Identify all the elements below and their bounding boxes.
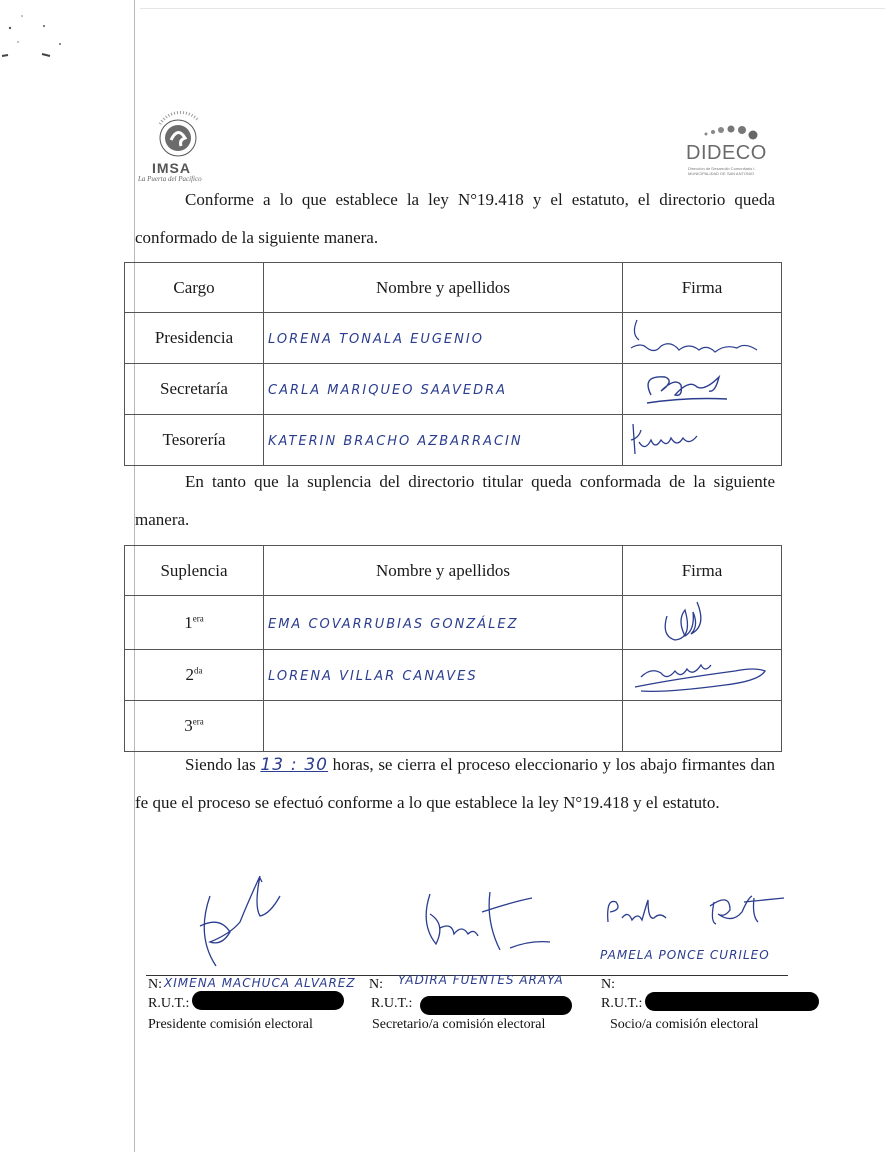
handwritten-signature	[627, 651, 777, 695]
handwritten-signature	[627, 365, 777, 409]
signature-cell	[623, 364, 782, 415]
suplencia-number-cell: $2^{da}$	[125, 650, 264, 701]
signatory-name: XIMENA MACHUCA ALVAREZ	[164, 976, 356, 990]
rut-label: R.U.T.:	[371, 996, 413, 1011]
handwritten-name: EMA COVARRUBIAS GONZÁLEZ	[268, 616, 519, 632]
page-top-edge	[140, 8, 885, 9]
suplencia-number-cell: $1^{era}$	[125, 596, 264, 650]
intro-paragraph	[135, 181, 775, 257]
suplencia-header-row	[125, 546, 782, 596]
redaction-bar	[420, 996, 572, 1015]
name-cell	[264, 650, 623, 701]
name-label: N:	[148, 977, 162, 992]
cargo-cell: Tesorería	[125, 415, 264, 466]
handwritten-name: KATERIN BRACHO AZBARRACIN	[268, 434, 523, 449]
signature-cell	[623, 596, 782, 650]
redaction-bar	[645, 992, 819, 1011]
handwritten-name: LORENA VILLAR CANAVES	[268, 669, 478, 684]
table-row	[125, 313, 782, 364]
header-firma: Firma	[623, 263, 782, 313]
signature-presidente	[180, 876, 290, 972]
imsa-logo-text: IMSA	[152, 160, 191, 176]
header-cargo: Cargo	[125, 263, 264, 313]
suplencia-text: En tanto que la suplencia del directorio titular queda conformada de la siguiente manera.	[135, 472, 775, 529]
suplencia-number-cell: $3^{era}$	[125, 701, 264, 752]
signatory-name: YADIRA FUENTES ARAYA	[398, 973, 564, 987]
name-cell	[264, 313, 623, 364]
handwritten-name: LORENA TONALA EUGENIO	[268, 332, 484, 347]
handwritten-signature	[627, 314, 777, 358]
header-nombre: Nombre y apellidos	[264, 263, 623, 313]
directorio-table	[124, 262, 782, 466]
rut-label: R.U.T.:	[601, 996, 643, 1011]
table-row	[125, 415, 782, 466]
name-cell	[264, 415, 623, 466]
name-cell	[264, 596, 623, 650]
cargo-cell: Secretaría	[125, 364, 264, 415]
header-firma: Firma	[623, 546, 782, 596]
table-row	[125, 650, 782, 701]
handwritten-signature	[627, 416, 777, 460]
signature-socio	[604, 892, 794, 932]
directorio-header-row	[125, 263, 782, 313]
signatory-role: Socio/a comisión electoral	[610, 1017, 759, 1032]
signatory-role: Presidente comisión electoral	[148, 1017, 313, 1032]
table-row	[125, 701, 782, 752]
dideco-logo-subtitle: Dirección de Desarrollo Comunitario I. MUNICIPALIDAD DE SAN ANTONIO	[688, 166, 756, 176]
signatory-role: Secretario/a comisión electoral	[372, 1017, 546, 1032]
suplencia-paragraph	[135, 463, 775, 539]
signature-cell	[623, 415, 782, 466]
name-cell	[264, 701, 623, 752]
closing-time: 13 : 30	[260, 755, 328, 775]
scan-specks	[0, 12, 80, 72]
table-row	[125, 596, 782, 650]
header-nombre: Nombre y apellidos	[264, 546, 623, 596]
cargo-cell: Presidencia	[125, 313, 264, 364]
header-suplencia: Suplencia	[125, 546, 264, 596]
suplencia-table	[124, 545, 782, 752]
handwritten-name: CARLA MARIQUEO SAAVEDRA	[268, 383, 508, 398]
imsa-tagline: La Puerta del Pacífico	[138, 175, 202, 183]
signature-secretario	[410, 888, 560, 958]
signature-cell	[623, 650, 782, 701]
signature-cell	[623, 313, 782, 364]
intro-text: Conforme a lo que establece la ley N°19.418 y el estatuto, el directorio queda conformado de la siguiente manera.	[135, 190, 775, 247]
redaction-bar	[192, 991, 344, 1010]
table-row	[125, 364, 782, 415]
dideco-logo-text: DIDECO	[686, 142, 767, 164]
name-label: N:	[369, 977, 383, 992]
name-cell	[264, 364, 623, 415]
signature-cell	[623, 701, 782, 752]
name-label: N:	[601, 977, 615, 992]
signature-line	[598, 975, 788, 976]
signatory-name: PAMELA PONCE CURILEO	[600, 948, 770, 962]
handwritten-signature	[627, 596, 777, 644]
closing-paragraph: Siendo las 13 : 30 horas, se cierra el proceso eleccionario y los abajo firmantes dan fe que el proceso se efectuó conforme a lo que establece la ley N°19.418 y el estatuto.	[135, 755, 775, 812]
rut-label: R.U.T.:	[148, 996, 190, 1011]
